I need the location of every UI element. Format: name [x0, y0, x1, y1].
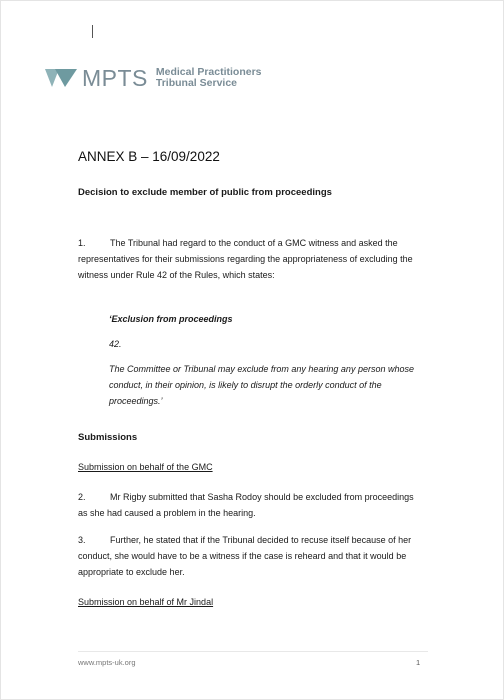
text-cursor [92, 25, 93, 38]
paragraph-3-line-3: appropriate to exclude her. [78, 567, 185, 577]
footer-divider [78, 651, 428, 652]
mpts-chevron-icon [45, 69, 77, 87]
quote-line-2: conduct, in their opinion, is likely to disrupt the orderly conduct of the [109, 380, 382, 390]
quote-line-1: The Committee or Tribunal may exclude from any hearing any person whose [109, 364, 414, 374]
footer-page-number: 1 [416, 658, 421, 667]
paragraph-2 [78, 489, 428, 521]
mpts-logo [45, 65, 262, 91]
paragraph-2-number: 2. [78, 492, 86, 502]
rule-quote [109, 311, 429, 409]
paragraph-1-number: 1. [78, 238, 86, 248]
jindal-subheading: Submission on behalf of Mr Jindal [78, 597, 214, 607]
paragraph-2-line-2: as she had caused a problem in the hearing. [78, 508, 256, 518]
paragraph-3-number: 3. [78, 535, 86, 545]
annex-title: ANNEX B – 16/09/2022 [78, 149, 220, 164]
paragraph-1 [78, 235, 428, 283]
quote-title: ‘Exclusion from proceedings [109, 314, 233, 324]
paragraph-3-line-2: conduct, she would have to be a witness if the case is reheard and that it would be [78, 551, 407, 561]
gmc-subheading: Submission on behalf of the GMC [78, 462, 213, 472]
quote-line-3: proceedings.’ [109, 396, 163, 406]
footer-url: www.mpts-uk.org [78, 658, 136, 667]
paragraph-1-line-3: witness under Rule 42 of the Rules, which states: [78, 270, 275, 280]
paragraph-1-line-1: 1. The Tribunal had regard to the conduct of a GMC witness and asked the [78, 235, 428, 251]
logo-tagline-line-2: Tribunal Service [155, 77, 238, 89]
paragraph-2-line-1: 2. Mr Rigby submitted that Sasha Rodoy should be excluded from proceedings [78, 489, 428, 505]
quote-rule-number: 42. [109, 339, 122, 349]
logo-wordmark: MPTS [82, 65, 148, 91]
decision-title: Decision to exclude member of public from proceedings [78, 187, 332, 198]
submissions-heading: Submissions [78, 432, 138, 443]
paragraph-3-line-1: 3. Further, he stated that if the Tribunal decided to recuse itself because of her [78, 532, 428, 548]
logo-tagline-line-1: Medical Practitioners [155, 66, 262, 78]
paragraph-1-line-2: representatives for their submissions regarding the appropriateness of excluding the [78, 254, 413, 264]
paragraph-3 [78, 532, 428, 580]
logo-tagline [156, 67, 262, 89]
